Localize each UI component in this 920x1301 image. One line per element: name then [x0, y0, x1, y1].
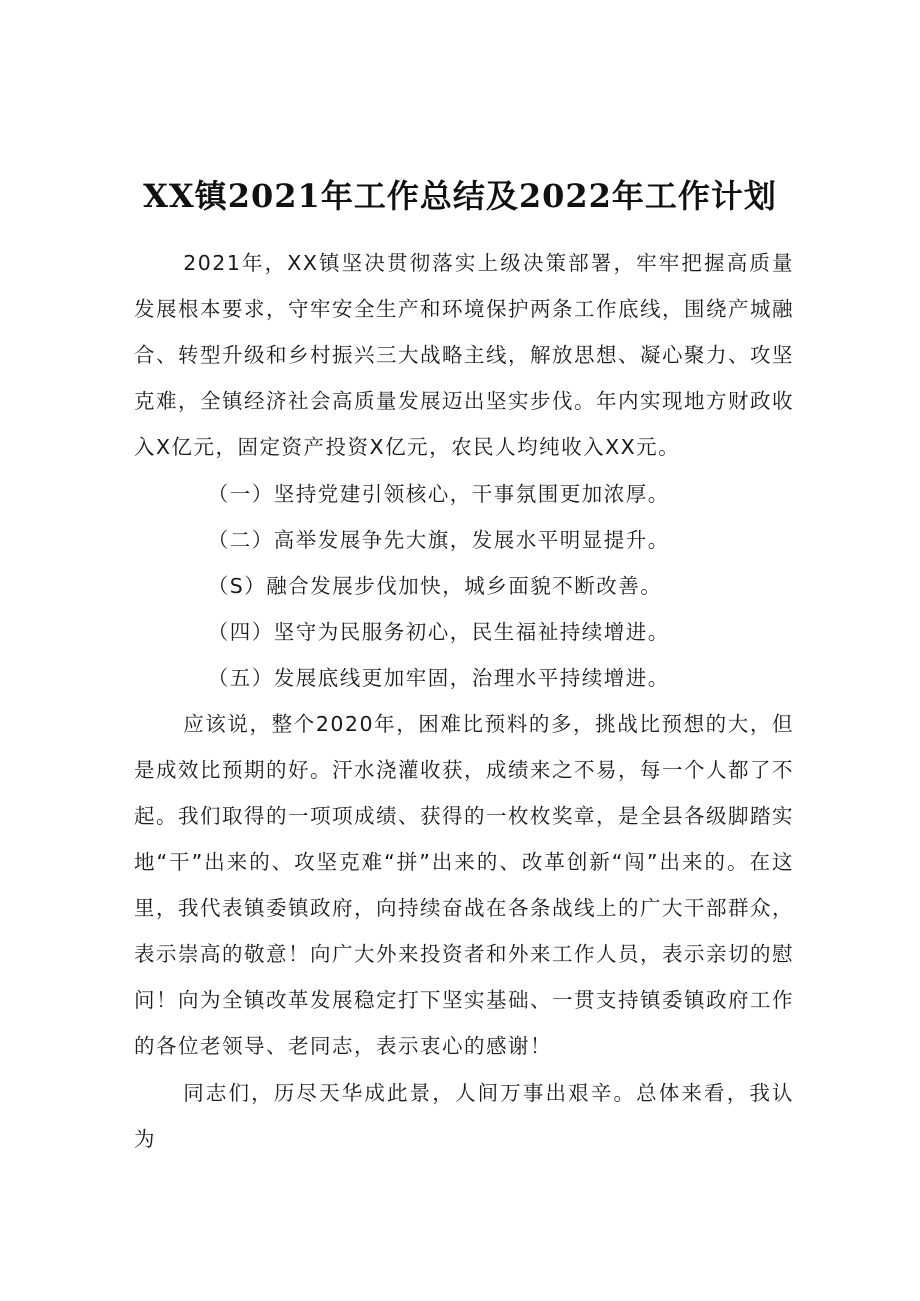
- document-body: [134, 240, 794, 1163]
- closing-paragraph: 同志们，历尽天华成此景，人间万事出艰辛。总体来看，我认为: [134, 1081, 794, 1151]
- list-item-4: （四）坚守为民服务初心，民生福祉持续增进。: [207, 620, 670, 644]
- list-item-1: （一）坚持党建引领核心，干事氛围更加浓厚。: [207, 482, 670, 506]
- list-item-5: （五）发展底线更加牢固，治理水平持续增进。: [207, 666, 670, 690]
- acknowledgement-paragraph: 应该说，整个2020年，困难比预料的多，挑战比预想的大，但是成效比预期的好。汗水浇灌收获，成绩来之不易，每一个人都了不起。我们取得的一项项成绩、获得的一枚枚奖章，是全县各级脚踏实地“干”出来的、攻坚克难“拼”出来的、改革创新“闯”出来的。在这里，我代表镇委镇政府，向持续奋战在各条战线上的广大干部群众，表示崇高的敬意！向广大外来投资者和外来工作人员，表示亲切的慰问！向为全镇改革发展稳定打下坚实基础、一贯支持镇委镇政府工作的各位老领导、老同志，表示衷心的感谢！: [134, 712, 794, 1058]
- document-title: XX镇2021年工作总结及2022年工作计划: [143, 177, 777, 215]
- intro-paragraph: 2021年，XX镇坚决贯彻落实上级决策部署，牢牢把握高质量发展根本要求，守牢安全生产和环境保护两条工作底线，围绕产城融合、转型升级和乡村振兴三大战略主线，解放思想、凝心聚力、攻坚克难，全镇经济社会高质量发展迈出坚实步伐。年内实现地方财政收入X亿元，固定资产投资X亿元，农民人均纯收入XX元。: [134, 251, 794, 459]
- list-item-3: （S）融合发展步伐加快，城乡面貌不断改善。: [207, 574, 663, 598]
- list-item-2: （二）高举发展争先大旗，发展水平明显提升。: [207, 528, 670, 552]
